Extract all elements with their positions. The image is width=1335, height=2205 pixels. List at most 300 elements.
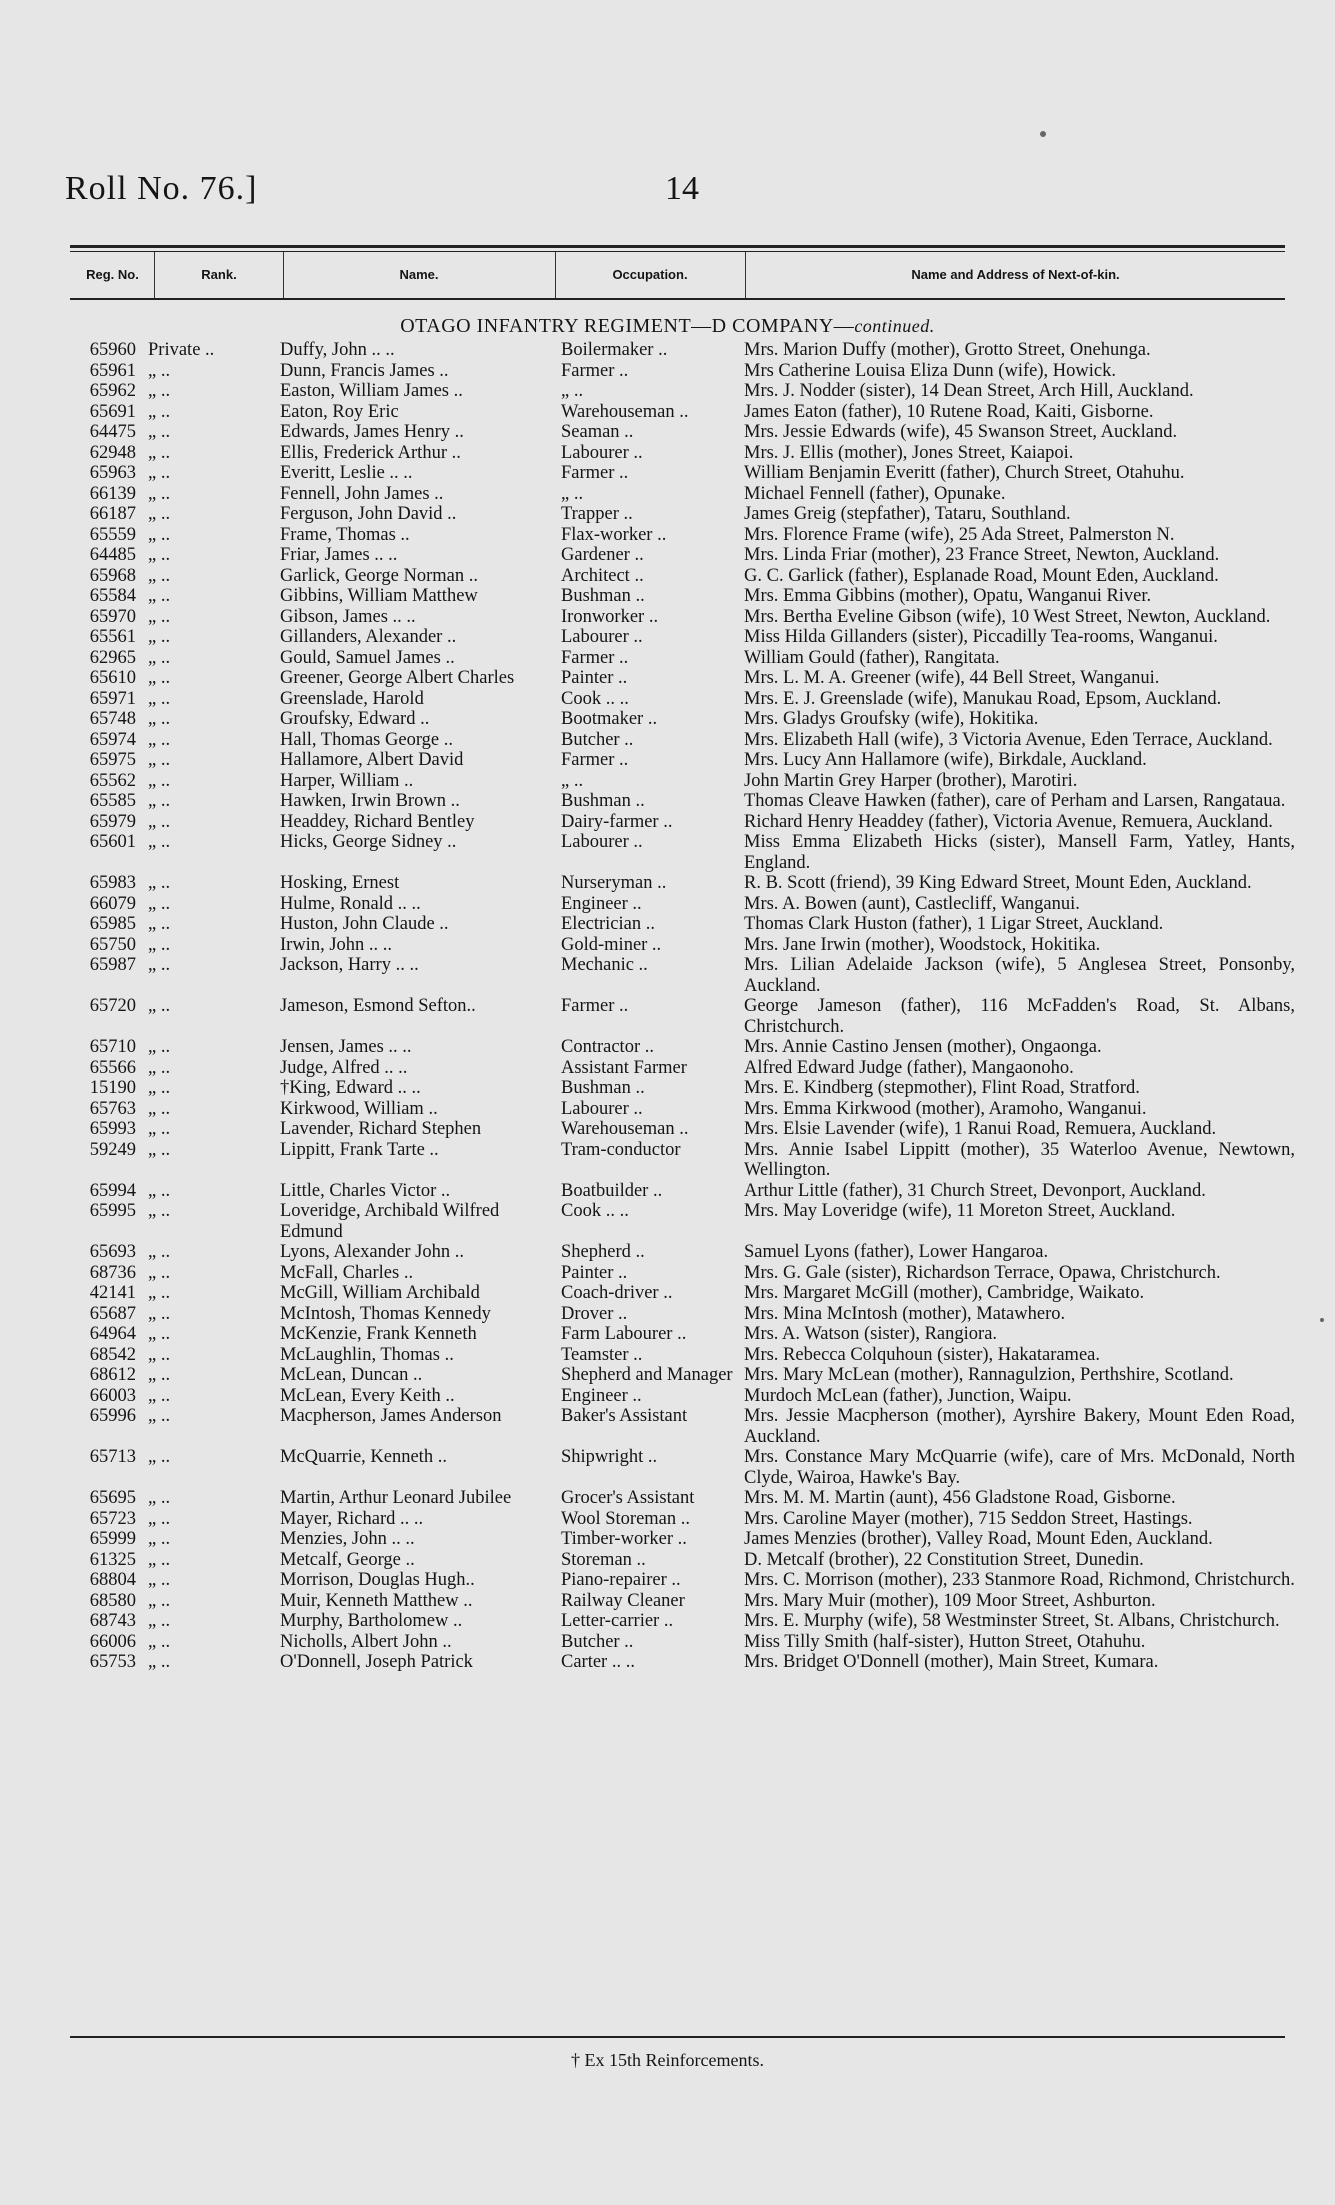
name-cell: Greenslade, Harold xyxy=(280,688,424,709)
table-row xyxy=(0,730,1335,751)
name-cell: Muir, Kenneth Matthew .. xyxy=(280,1590,473,1611)
table-row xyxy=(0,1529,1335,1550)
table-row xyxy=(0,812,1335,833)
rank-cell: „ .. xyxy=(148,1611,171,1631)
next-of-kin-cell: Thomas Clark Huston (father), 1 Ligar Street, Auckland. xyxy=(744,914,1164,934)
name-cell: Gibson, James .. .. xyxy=(280,606,416,627)
next-of-kin-cell: Mrs. Elsie Lavender (wife), 1 Ranui Road, Remuera, Auckland. xyxy=(744,1119,1217,1139)
reg-no-cell: 64964 xyxy=(89,1324,136,1344)
rank-cell: „ .. xyxy=(148,955,171,975)
table-row xyxy=(0,1509,1335,1530)
paper-speck xyxy=(1040,131,1046,137)
header-name: Name. xyxy=(399,267,439,282)
table-row xyxy=(0,627,1335,648)
rank-cell: „ .. xyxy=(148,360,171,381)
next-of-kin-cell: Mrs. Caroline Mayer (mother), 715 Seddon Street, Hastings. xyxy=(744,1508,1193,1529)
next-of-kin-cell: G. C. Garlick (father), Esplanade Road, Mount Eden, Auckland. xyxy=(744,565,1219,586)
name-cell: McIntosh, Thomas Kennedy xyxy=(280,1303,491,1324)
table-row xyxy=(0,996,1335,1037)
next-of-kin-cell: Miss Tilly Smith (half-sister), Hutton Street, Otahuhu. xyxy=(744,1631,1146,1652)
name-cell: Ellis, Frederick Arthur .. xyxy=(280,442,461,463)
name-cell: Friar, James .. .. xyxy=(280,545,398,565)
name-cell: Nicholls, Albert John .. xyxy=(280,1631,452,1652)
table-row xyxy=(0,689,1335,710)
next-of-kin-cell: Mrs. Constance Mary McQuarrie (wife), care of Mrs. McDonald, North Clyde, Wairoa, Hawke's Bay. xyxy=(744,1447,1295,1488)
rank-cell: „ .. xyxy=(148,483,171,504)
name-cell: Menzies, John .. .. xyxy=(280,1529,415,1549)
reg-no-cell: 59249 xyxy=(89,1139,136,1160)
table-header xyxy=(70,252,1285,298)
name-cell: Hicks, George Sidney .. xyxy=(280,832,457,852)
reg-no-cell: 65974 xyxy=(89,729,136,750)
name-cell: Hulme, Ronald .. .. xyxy=(280,893,421,914)
table-row xyxy=(0,1345,1335,1366)
rank-cell: „ .. xyxy=(148,647,171,668)
rank-cell: „ .. xyxy=(148,1037,171,1057)
occupation-cell: Labourer .. xyxy=(561,1098,643,1119)
occupation-cell: Railway Cleaner xyxy=(561,1590,685,1611)
rank-cell: „ .. xyxy=(148,422,171,442)
occupation-cell: Farmer .. xyxy=(561,750,629,770)
table-row xyxy=(0,402,1335,423)
rank-cell: „ .. xyxy=(148,914,171,934)
table-row xyxy=(0,873,1335,894)
rank-cell: „ .. xyxy=(148,1549,171,1570)
rank-cell: „ .. xyxy=(148,811,171,832)
name-cell: Edwards, James Henry .. xyxy=(280,422,464,442)
next-of-kin-cell: John Martin Grey Harper (brother), Marotiri. xyxy=(744,770,1078,791)
occupation-cell: Bushman .. xyxy=(561,791,645,811)
next-of-kin-cell: Thomas Cleave Hawken (father), care of Perham and Larsen, Rangataua. xyxy=(744,791,1286,811)
name-cell: Everitt, Leslie .. .. xyxy=(280,463,413,483)
reg-no-cell: 65687 xyxy=(89,1303,136,1324)
reg-no-cell: 65999 xyxy=(89,1529,136,1549)
reg-no-cell: 65710 xyxy=(89,1037,136,1057)
name-cell: Metcalf, George .. xyxy=(280,1549,415,1570)
rank-cell: „ .. xyxy=(148,873,171,893)
occupation-cell: Farm Labourer .. xyxy=(561,1324,687,1344)
roll-title: Roll No. 76.] xyxy=(65,170,258,207)
occupation-cell: Wool Storeman .. xyxy=(561,1508,691,1529)
occupation-cell: Shepherd .. xyxy=(561,1242,645,1262)
name-cell: Irwin, John .. .. xyxy=(280,934,393,955)
table-row xyxy=(0,545,1335,566)
rank-cell: „ .. xyxy=(148,524,171,545)
next-of-kin-cell: Mrs. Emma Kirkwood (mother), Aramoho, Wanganui. xyxy=(744,1098,1147,1119)
table-row xyxy=(0,463,1335,484)
next-of-kin-cell: Mrs. Margaret McGill (mother), Cambridge, Waikato. xyxy=(744,1283,1145,1303)
name-cell: Gibbins, William Matthew xyxy=(280,586,478,606)
reg-no-cell: 65971 xyxy=(89,688,136,709)
next-of-kin-cell: Mrs Catherine Louisa Eliza Dunn (wife), Howick. xyxy=(744,360,1116,381)
reg-no-cell: 65968 xyxy=(89,565,136,586)
table-row xyxy=(0,1632,1335,1653)
next-of-kin-cell: James Eaton (father), 10 Rutene Road, Kaiti, Gisborne. xyxy=(744,401,1154,422)
table-row xyxy=(0,1324,1335,1345)
reg-no-cell: 65559 xyxy=(89,524,136,545)
occupation-cell: Ironworker .. xyxy=(561,606,659,627)
next-of-kin-cell: Mrs. Lucy Ann Hallamore (wife), Birkdale, Auckland. xyxy=(744,750,1147,770)
name-cell: Little, Charles Victor .. xyxy=(280,1180,451,1201)
name-cell: Duffy, John .. .. xyxy=(280,340,395,360)
rank-cell: „ .. xyxy=(148,1365,171,1385)
occupation-cell: Engineer .. xyxy=(561,1385,642,1406)
table-row xyxy=(0,1365,1335,1386)
name-cell: Lavender, Richard Stephen xyxy=(280,1119,482,1139)
next-of-kin-cell: Mrs. E. J. Greenslade (wife), Manukau Road, Epsom, Auckland. xyxy=(744,688,1222,709)
section-title-text: OTAGO INFANTRY REGIMENT—D COMPANY— xyxy=(400,315,855,337)
rank-cell: „ .. xyxy=(148,627,171,647)
header-rank: Rank. xyxy=(201,267,237,282)
occupation-cell: Bushman .. xyxy=(561,586,645,606)
occupation-cell: Flax-worker .. xyxy=(561,524,667,545)
table-row xyxy=(0,361,1335,382)
name-cell: Hawken, Irwin Brown .. xyxy=(280,791,460,811)
occupation-cell: Warehouseman .. xyxy=(561,1119,689,1139)
table-row xyxy=(0,586,1335,607)
next-of-kin-cell: Richard Henry Headdey (father), Victoria Avenue, Remuera, Auckland. xyxy=(744,811,1273,832)
name-cell: McQuarrie, Kenneth .. xyxy=(280,1447,447,1467)
name-cell: Martin, Arthur Leonard Jubilee xyxy=(280,1488,512,1508)
next-of-kin-cell: Mrs. Gladys Groufsky (wife), Hokitika. xyxy=(744,709,1039,729)
rank-cell: „ .. xyxy=(148,1344,171,1365)
next-of-kin-cell: Mrs. A. Watson (sister), Rangiora. xyxy=(744,1324,998,1344)
name-cell: Harper, William .. xyxy=(280,770,414,791)
rank-cell: „ .. xyxy=(148,1406,171,1426)
reg-no-cell: 65961 xyxy=(89,360,136,381)
table-row xyxy=(0,894,1335,915)
reg-no-cell: 66139 xyxy=(89,483,136,504)
reg-no-cell: 64475 xyxy=(89,422,136,442)
reg-no-cell: 64485 xyxy=(89,545,136,565)
name-cell: Jackson, Harry .. .. xyxy=(280,955,419,975)
rank-cell: „ .. xyxy=(148,1508,171,1529)
name-cell: McLaughlin, Thomas .. xyxy=(280,1344,454,1365)
rank-cell: „ .. xyxy=(148,1447,171,1467)
occupation-cell: „ .. xyxy=(561,483,584,504)
rank-cell: „ .. xyxy=(148,606,171,627)
table-row xyxy=(0,1037,1335,1058)
reg-no-cell: 65995 xyxy=(89,1201,136,1221)
occupation-cell: Labourer .. xyxy=(561,832,643,852)
name-cell: Hosking, Ernest xyxy=(280,873,400,893)
next-of-kin-cell: Mrs. Annie Isabel Lippitt (mother), 35 Waterloo Avenue, Newtown, Wellington. xyxy=(744,1139,1295,1180)
occupation-cell: Electrician .. xyxy=(561,914,655,934)
next-of-kin-cell: Mrs. Mary McLean (mother), Rannagulzion, Perthshire, Scotland. xyxy=(744,1365,1234,1385)
reg-no-cell: 62965 xyxy=(89,647,136,668)
name-cell: O'Donnell, Joseph Patrick xyxy=(280,1652,473,1672)
header-occupation: Occupation. xyxy=(612,267,688,282)
reg-no-cell: 68612 xyxy=(89,1365,136,1385)
occupation-cell: Bootmaker .. xyxy=(561,709,658,729)
next-of-kin-cell: George Jameson (father), 116 McFadden's Road, St. Albans, Christchurch. xyxy=(744,996,1295,1037)
table-row xyxy=(0,1447,1335,1488)
reg-no-cell: 65561 xyxy=(89,627,136,647)
table-row xyxy=(0,340,1335,361)
table-row xyxy=(0,1611,1335,1632)
next-of-kin-cell: Mrs. May Loveridge (wife), 11 Moreton Street, Auckland. xyxy=(744,1201,1176,1221)
table-row xyxy=(0,1488,1335,1509)
next-of-kin-cell: Mrs. E. Kindberg (stepmother), Flint Road, Stratford. xyxy=(744,1078,1140,1098)
table-row xyxy=(0,422,1335,443)
table-row xyxy=(0,709,1335,730)
rank-cell: „ .. xyxy=(148,893,171,914)
table-row xyxy=(0,1140,1335,1181)
next-of-kin-cell: Mrs. Marion Duffy (mother), Grotto Street, Onehunga. xyxy=(744,340,1151,360)
occupation-cell: Bushman .. xyxy=(561,1078,645,1098)
reg-no-cell: 65585 xyxy=(89,791,136,811)
name-cell: Dunn, Francis James .. xyxy=(280,360,449,381)
table-row xyxy=(0,914,1335,935)
next-of-kin-cell: Mrs. Annie Castino Jensen (mother), Ongaonga. xyxy=(744,1037,1102,1057)
table-row xyxy=(0,1570,1335,1591)
rank-cell: „ .. xyxy=(148,750,171,770)
rank-cell: „ .. xyxy=(148,1098,171,1119)
reg-no-cell: 62948 xyxy=(89,442,136,463)
occupation-cell: Dairy-farmer .. xyxy=(561,811,673,832)
reg-no-cell: 65994 xyxy=(89,1180,136,1201)
rank-cell: „ .. xyxy=(148,463,171,483)
occupation-cell: Timber-worker .. xyxy=(561,1529,687,1549)
table-row xyxy=(0,443,1335,464)
occupation-cell: Coach-driver .. xyxy=(561,1283,673,1303)
next-of-kin-cell: Mrs. L. M. A. Greener (wife), 44 Bell Street, Wanganui. xyxy=(744,668,1160,688)
occupation-cell: Boatbuilder .. xyxy=(561,1180,663,1201)
reg-no-cell: 66079 xyxy=(89,893,136,914)
reg-no-cell: 65713 xyxy=(89,1447,136,1467)
reg-no-cell: 66003 xyxy=(89,1385,136,1406)
rank-cell: „ .. xyxy=(148,504,171,524)
name-cell: Lyons, Alexander John .. xyxy=(280,1242,464,1262)
rank-cell: „ .. xyxy=(148,1139,171,1160)
reg-no-cell: 65695 xyxy=(89,1488,136,1508)
occupation-cell: Cook .. .. xyxy=(561,688,629,709)
table-row xyxy=(0,935,1335,956)
reg-no-cell: 68542 xyxy=(89,1344,136,1365)
next-of-kin-cell: Murdoch McLean (father), Junction, Waipu. xyxy=(744,1385,1072,1406)
next-of-kin-cell: Mrs. Jessie Edwards (wife), 45 Swanson Street, Auckland. xyxy=(744,422,1178,442)
reg-no-cell: 42141 xyxy=(89,1283,136,1303)
reg-no-cell: 65993 xyxy=(89,1119,136,1139)
occupation-cell: Engineer .. xyxy=(561,893,642,914)
reg-no-cell: 65753 xyxy=(89,1652,136,1672)
next-of-kin-cell: Michael Fennell (father), Opunake. xyxy=(744,483,1006,504)
occupation-cell: Mechanic .. xyxy=(561,955,648,975)
occupation-cell: Tram-conductor xyxy=(561,1139,681,1160)
name-cell: Lippitt, Frank Tarte .. xyxy=(280,1139,439,1160)
table-row xyxy=(0,791,1335,812)
rank-cell: „ .. xyxy=(148,545,171,565)
rank-cell: „ .. xyxy=(148,565,171,586)
reg-no-cell: 65601 xyxy=(89,832,136,852)
reg-no-cell: 65970 xyxy=(89,606,136,627)
table-row xyxy=(0,1591,1335,1612)
rank-cell: „ .. xyxy=(148,1262,171,1283)
table-row xyxy=(0,1386,1335,1407)
name-cell: Headdey, Richard Bentley xyxy=(280,811,475,832)
table-row xyxy=(0,1119,1335,1140)
reg-no-cell: 65566 xyxy=(89,1057,136,1078)
reg-no-cell: 65584 xyxy=(89,586,136,606)
name-cell: Garlick, George Norman .. xyxy=(280,565,478,586)
name-cell: Jensen, James .. .. xyxy=(280,1037,412,1057)
name-cell: McKenzie, Frank Kenneth xyxy=(280,1324,477,1344)
next-of-kin-cell: Mrs. Florence Frame (wife), 25 Ada Street, Palmerston N. xyxy=(744,524,1175,545)
table-row xyxy=(0,1181,1335,1202)
table-row xyxy=(0,832,1335,873)
table-row xyxy=(0,566,1335,587)
reg-no-cell: 65693 xyxy=(89,1242,136,1262)
name-cell: †King, Edward .. .. xyxy=(280,1078,421,1098)
reg-no-cell: 65748 xyxy=(89,709,136,729)
reg-no-cell: 68736 xyxy=(89,1262,136,1283)
next-of-kin-cell: Arthur Little (father), 31 Church Street, Devonport, Auckland. xyxy=(744,1180,1206,1201)
table-row xyxy=(0,955,1335,996)
reg-no-cell: 61325 xyxy=(89,1549,136,1570)
table-row xyxy=(0,1078,1335,1099)
occupation-cell: Drover .. xyxy=(561,1303,628,1324)
rank-cell: „ .. xyxy=(148,1119,171,1139)
rank-cell: „ .. xyxy=(148,1303,171,1324)
occupation-cell: Butcher .. xyxy=(561,729,634,750)
occupation-cell: Farmer .. xyxy=(561,463,629,483)
name-cell: Hallamore, Albert David xyxy=(280,750,464,770)
occupation-cell: Painter .. xyxy=(561,668,628,688)
occupation-cell: Gardener .. xyxy=(561,545,644,565)
name-cell: McFall, Charles .. xyxy=(280,1262,414,1283)
occupation-cell: Teamster .. xyxy=(561,1344,643,1365)
rank-cell: „ .. xyxy=(148,1078,171,1098)
reg-no-cell: 66006 xyxy=(89,1631,136,1652)
table-row xyxy=(0,771,1335,792)
table-row xyxy=(0,1652,1335,1673)
next-of-kin-cell: James Menzies (brother), Valley Road, Mount Eden, Auckland. xyxy=(744,1529,1213,1549)
reg-no-cell: 65610 xyxy=(89,668,136,688)
rank-cell: „ .. xyxy=(148,934,171,955)
rank-cell: „ .. xyxy=(148,1242,171,1262)
occupation-cell: Baker's Assistant xyxy=(561,1406,688,1426)
name-cell: Fennell, John James .. xyxy=(280,483,444,504)
rank-cell: „ .. xyxy=(148,832,171,852)
table-row xyxy=(0,1058,1335,1079)
name-cell: Murphy, Bartholomew .. xyxy=(280,1611,463,1631)
name-cell: Groufsky, Edward .. xyxy=(280,709,430,729)
occupation-cell: Painter .. xyxy=(561,1262,628,1283)
reg-no-cell: 15190 xyxy=(89,1078,136,1098)
reg-no-cell: 65750 xyxy=(89,934,136,955)
next-of-kin-cell: William Gould (father), Rangitata. xyxy=(744,647,1000,668)
occupation-cell: Seaman .. xyxy=(561,422,634,442)
occupation-cell: Grocer's Assistant xyxy=(561,1488,695,1508)
next-of-kin-cell: Mrs. Linda Friar (mother), 23 France Street, Newton, Auckland. xyxy=(744,545,1220,565)
occupation-cell: Cook .. .. xyxy=(561,1201,629,1221)
table-row xyxy=(0,607,1335,628)
occupation-cell: Warehouseman .. xyxy=(561,401,689,422)
rank-cell: „ .. xyxy=(148,1488,171,1508)
occupation-cell: Trapper .. xyxy=(561,504,633,524)
reg-no-cell: 65960 xyxy=(89,340,136,360)
rank-cell: „ .. xyxy=(148,401,171,422)
next-of-kin-cell: Mrs. G. Gale (sister), Richardson Terrace, Opawa, Christchurch. xyxy=(744,1262,1221,1283)
reg-no-cell: 65979 xyxy=(89,811,136,832)
name-cell: Macpherson, James Anderson xyxy=(280,1406,502,1426)
reg-no-cell: 65763 xyxy=(89,1098,136,1119)
name-cell: Kirkwood, William .. xyxy=(280,1098,438,1119)
rank-cell: „ .. xyxy=(148,1570,171,1590)
reg-no-cell: 65983 xyxy=(89,873,136,893)
occupation-cell: Boilermaker .. xyxy=(561,340,668,360)
occupation-cell: Shepherd and Manager xyxy=(561,1365,733,1385)
occupation-cell: Gold-miner .. xyxy=(561,934,662,955)
section-title xyxy=(0,315,1335,338)
next-of-kin-cell: Mrs. Lilian Adelaide Jackson (wife), 5 Anglesea Street, Ponsonby, Auckland. xyxy=(744,955,1295,996)
name-cell: Gould, Samuel James .. xyxy=(280,647,455,668)
reg-no-cell: 65987 xyxy=(89,955,136,975)
occupation-cell: Piano-repairer .. xyxy=(561,1570,681,1590)
reg-no-cell: 65962 xyxy=(89,381,136,401)
table-row xyxy=(0,1201,1335,1242)
occupation-cell: Assistant Farmer xyxy=(561,1057,687,1078)
name-cell: Loveridge, Archibald Wilfred Edmund xyxy=(280,1201,500,1242)
rank-cell: „ .. xyxy=(148,1631,171,1652)
name-cell: Easton, William James .. xyxy=(280,381,463,401)
occupation-cell: Farmer .. xyxy=(561,996,629,1016)
reg-no-cell: 66187 xyxy=(89,504,136,524)
occupation-cell: Farmer .. xyxy=(561,647,629,668)
reg-no-cell: 65985 xyxy=(89,914,136,934)
paper-speck xyxy=(1320,1318,1324,1322)
table-row xyxy=(0,648,1335,669)
rank-cell: „ .. xyxy=(148,1180,171,1201)
table-row xyxy=(0,1283,1335,1304)
next-of-kin-cell: D. Metcalf (brother), 22 Constitution Street, Dunedin. xyxy=(744,1549,1144,1570)
occupation-cell: Carter .. .. xyxy=(561,1652,635,1672)
reg-no-cell: 68580 xyxy=(89,1590,136,1611)
rank-cell: „ .. xyxy=(148,381,171,401)
reg-no-cell: 65720 xyxy=(89,996,136,1016)
reg-no-cell: 68743 xyxy=(89,1611,136,1631)
occupation-cell: Storeman .. xyxy=(561,1549,646,1570)
table-row xyxy=(0,381,1335,402)
occupation-cell: Architect .. xyxy=(561,565,644,586)
next-of-kin-cell: Mrs. Bertha Eveline Gibson (wife), 10 West Street, Newton, Auckland. xyxy=(744,606,1271,627)
rank-cell: „ .. xyxy=(148,442,171,463)
occupation-cell: Contractor .. xyxy=(561,1037,654,1057)
header-rule xyxy=(70,298,1285,300)
rank-cell: „ .. xyxy=(148,1652,171,1672)
name-cell: McLean, Duncan .. xyxy=(280,1365,423,1385)
table-row xyxy=(0,1406,1335,1447)
table-row xyxy=(0,750,1335,771)
reg-no-cell: 65975 xyxy=(89,750,136,770)
next-of-kin-cell: Mrs. C. Morrison (mother), 233 Stanmore Road, Richmond, Christchurch. xyxy=(744,1570,1295,1590)
name-cell: Ferguson, John David .. xyxy=(280,504,457,524)
next-of-kin-cell: Alfred Edward Judge (father), Mangaonoho. xyxy=(744,1057,1074,1078)
reg-no-cell: 65723 xyxy=(89,1508,136,1529)
name-cell: Gillanders, Alexander .. xyxy=(280,627,457,647)
rank-cell: „ .. xyxy=(148,1590,171,1611)
rank-cell: „ .. xyxy=(148,1057,171,1078)
bottom-rule xyxy=(70,2036,1285,2038)
rank-cell: „ .. xyxy=(148,668,171,688)
next-of-kin-cell: Mrs. Mina McIntosh (mother), Matawhero. xyxy=(744,1303,1066,1324)
next-of-kin-cell: Mrs. Jessie Macpherson (mother), Ayrshire Bakery, Mount Eden Road, Auckland. xyxy=(744,1406,1295,1447)
reg-no-cell: 65963 xyxy=(89,463,136,483)
next-of-kin-cell: Miss Hilda Gillanders (sister), Piccadilly Tea-rooms, Wanganui. xyxy=(744,627,1218,647)
next-of-kin-cell: Mrs. Rebecca Colquhoun (sister), Hakataramea. xyxy=(744,1344,1100,1365)
rank-cell: „ .. xyxy=(148,996,171,1016)
next-of-kin-cell: Mrs. Jane Irwin (mother), Woodstock, Hokitika. xyxy=(744,934,1101,955)
